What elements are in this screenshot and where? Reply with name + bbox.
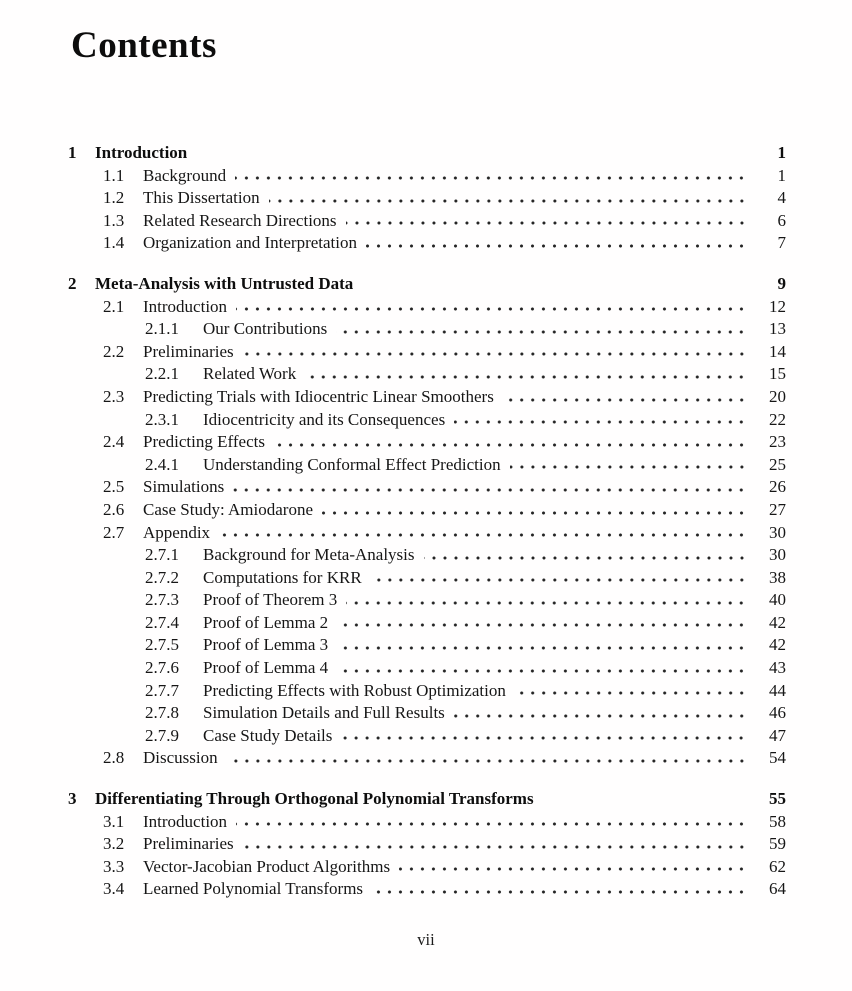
entry-title: Preliminaries: [143, 341, 234, 361]
entry-title: Background: [143, 165, 227, 185]
dot-leader: [337, 634, 747, 657]
entry-number: 2.6: [103, 499, 125, 519]
entry-title: Background for Meta-Analysis: [203, 545, 415, 565]
entry-page-number: 27: [769, 499, 786, 519]
dot-leader: [235, 165, 747, 188]
entry-title: Predicting Effects: [143, 432, 265, 452]
dot-leader: [269, 187, 747, 210]
entry-page-number: 44: [769, 680, 786, 700]
toc-entry-row: [68, 544, 786, 567]
entry-title: Appendix: [143, 522, 211, 542]
entry-number: 2.7.1: [145, 545, 179, 565]
entry-page-number: 62: [769, 856, 786, 876]
toc-chapter-row: [68, 788, 786, 811]
chapter-page-number: 9: [777, 273, 786, 293]
entry-title: Discussion: [143, 748, 218, 768]
entry-page-number: 13: [769, 319, 786, 339]
dot-leader: [337, 612, 747, 635]
toc-entry-row: [68, 187, 786, 210]
chapter-page-number: 1: [777, 143, 786, 162]
dot-leader: [274, 431, 747, 454]
entry-title: Predicting Effects with Robust Optimization: [203, 680, 506, 700]
entry-number: 2.7.8: [145, 703, 179, 723]
entry-page-number: 7: [777, 233, 786, 253]
toc-chapter-block: [68, 273, 786, 770]
entry-number: 2.7.4: [145, 612, 179, 632]
entry-number: 2.7.2: [145, 567, 179, 587]
entry-page-number: 43: [769, 658, 786, 678]
entry-page-number: 1: [777, 165, 786, 185]
toc-entry-row: [68, 634, 786, 657]
chapter-title: Introduction: [95, 143, 188, 162]
entry-page-number: 42: [769, 612, 786, 632]
entry-title: Computations for KRR: [203, 567, 362, 587]
entry-title: Proof of Lemma 4: [203, 658, 329, 678]
entry-page-number: 40: [769, 590, 786, 610]
entry-page-number: 59: [769, 834, 786, 854]
entry-number: 3.1: [103, 811, 125, 831]
entry-page-number: 30: [769, 545, 786, 565]
entry-number: 2.3.1: [145, 409, 179, 429]
toc-entry-row: [68, 409, 786, 432]
entry-page-number: 30: [769, 522, 786, 542]
dot-leader: [503, 386, 747, 409]
toc-entry-row: [68, 680, 786, 703]
toc-chapter-row: [68, 142, 786, 165]
toc-entry-row: [68, 363, 786, 386]
entry-title: Introduction: [143, 811, 228, 831]
entry-page-number: 64: [769, 879, 786, 899]
entry-page-number: 4: [777, 188, 786, 208]
entry-number: 2.1.1: [145, 319, 179, 339]
entry-title: Vector-Jacobian Product Algorithms: [143, 856, 391, 876]
table-of-contents: [68, 142, 786, 901]
entry-title: Case Study Details: [203, 725, 333, 745]
dot-leader: [219, 522, 747, 545]
toc-entry-row: [68, 811, 786, 834]
entry-number: 1.2: [103, 188, 125, 208]
entry-page-number: 38: [769, 567, 786, 587]
toc-entry-row: [68, 856, 786, 879]
page-title: Contents: [71, 25, 217, 66]
dot-leader: [337, 657, 747, 680]
entry-page-number: 6: [777, 210, 786, 230]
entry-title: Related Research Directions: [143, 210, 337, 230]
entry-number: 2.7.7: [145, 680, 179, 700]
dot-leader: [346, 210, 747, 233]
entry-page-number: 23: [769, 432, 786, 452]
entry-page-number: 58: [769, 811, 786, 831]
entry-title: Proof of Lemma 3: [203, 635, 329, 655]
entry-page-number: 46: [769, 703, 786, 723]
entry-title: Simulation Details and Full Results: [203, 703, 445, 723]
entry-number: 2.7: [103, 522, 125, 542]
dot-leader: [341, 725, 747, 748]
toc-entry-row: [68, 612, 786, 635]
toc-entry-row: [68, 567, 786, 590]
dot-leader: [243, 833, 747, 856]
entry-page-number: 15: [769, 364, 786, 384]
entry-title: Our Contributions: [203, 319, 328, 339]
entry-number: 2.2: [103, 341, 125, 361]
toc-entry-row: [68, 165, 786, 188]
entry-number: 2.5: [103, 477, 125, 497]
toc-chapter-block: [68, 142, 786, 255]
toc-entry-row: [68, 341, 786, 364]
entry-title: Learned Polynomial Transforms: [143, 879, 364, 899]
toc-entry-row: [68, 833, 786, 856]
entry-number: 3.4: [103, 879, 125, 899]
entry-title: Predicting Trials with Idiocentric Linear Smoothers: [143, 386, 494, 406]
entry-title: Introduction: [143, 296, 228, 316]
chapter-title: Meta-Analysis with Untrusted Data: [95, 273, 354, 293]
chapter-number: 1: [68, 143, 77, 162]
entry-page-number: 54: [769, 748, 786, 768]
toc-entry-row: [68, 878, 786, 901]
entry-title: Idiocentricity and its Consequences: [203, 409, 446, 429]
toc-entry-row: [68, 522, 786, 545]
toc-entry-row: [68, 296, 786, 319]
dot-leader: [399, 856, 747, 879]
dot-leader: [424, 544, 747, 567]
entry-title: Proof of Theorem 3: [203, 590, 338, 610]
entry-title: Case Study: Amiodarone: [143, 499, 313, 519]
entry-page-number: 47: [769, 725, 786, 745]
toc-chapter-row: [68, 273, 786, 296]
dot-leader: [372, 878, 747, 901]
dot-leader: [454, 409, 747, 432]
toc-entry-row: [68, 499, 786, 522]
chapter-title: Differentiating Through Orthogonal Polynomial Transforms: [95, 789, 534, 809]
entry-number: 2.1: [103, 296, 125, 316]
dot-leader: [305, 363, 747, 386]
footer-page-number: vii: [417, 930, 435, 949]
entry-number: 1.3: [103, 210, 125, 230]
entry-number: 1.4: [103, 233, 125, 253]
entry-title: This Dissertation: [143, 188, 260, 208]
toc-chapter-block: [68, 788, 786, 901]
dot-leader: [236, 296, 747, 319]
entry-title: Proof of Lemma 2: [203, 612, 329, 632]
entry-number: 2.7.9: [145, 725, 179, 745]
entry-number: 2.4: [103, 432, 125, 452]
toc-entry-row: [68, 747, 786, 770]
dot-leader: [233, 476, 747, 499]
entry-number: 2.7.5: [145, 635, 179, 655]
entry-number: 1.1: [103, 165, 125, 185]
entry-number: 2.7.6: [145, 658, 179, 678]
chapter-number: 2: [68, 273, 77, 293]
toc-entry-row: [68, 210, 786, 233]
dot-leader: [227, 747, 747, 770]
toc-entry-row: [68, 454, 786, 477]
toc-entry-row: [68, 386, 786, 409]
dot-leader: [322, 499, 747, 522]
entry-number: 2.8: [103, 748, 125, 768]
entry-number: 2.2.1: [145, 364, 179, 384]
entry-page-number: 42: [769, 635, 786, 655]
toc-entry-row: [68, 725, 786, 748]
chapter-page-number: 55: [769, 789, 786, 809]
entry-number: 2.4.1: [145, 454, 179, 474]
toc-entry-row: [68, 318, 786, 341]
leader-space: [362, 273, 747, 296]
toc-entry-row: [68, 476, 786, 499]
entry-number: 3.2: [103, 834, 125, 854]
dot-leader: [510, 454, 747, 477]
toc-entry-row: [68, 431, 786, 454]
entry-title: Organization and Interpretation: [143, 233, 357, 253]
toc-entry-row: [68, 657, 786, 680]
entry-page-number: 14: [769, 341, 786, 361]
entry-title: Understanding Conformal Effect Prediction: [203, 454, 501, 474]
entry-title: Preliminaries: [143, 834, 234, 854]
entry-page-number: 20: [769, 386, 786, 406]
dot-leader: [336, 318, 747, 341]
entry-page-number: 12: [769, 296, 786, 316]
toc-entry-row: [68, 702, 786, 725]
entry-page-number: 22: [769, 409, 786, 429]
dot-leader: [371, 567, 747, 590]
dot-leader: [236, 811, 747, 834]
dot-leader: [454, 702, 747, 725]
entry-number: 3.3: [103, 856, 125, 876]
dot-leader: [243, 341, 747, 364]
dot-leader: [346, 589, 747, 612]
toc-entry-row: [68, 232, 786, 255]
dot-leader: [366, 232, 747, 255]
entry-page-number: 26: [769, 477, 786, 497]
entry-title: Simulations: [143, 477, 225, 497]
entry-page-number: 25: [769, 454, 786, 474]
chapter-number: 3: [68, 789, 77, 809]
dot-leader: [515, 680, 747, 703]
entry-title: Related Work: [203, 364, 297, 384]
leader-space: [543, 788, 747, 811]
toc-entry-row: [68, 589, 786, 612]
leader-space: [196, 142, 747, 165]
entry-number: 2.3: [103, 386, 125, 406]
entry-number: 2.7.3: [145, 590, 179, 610]
